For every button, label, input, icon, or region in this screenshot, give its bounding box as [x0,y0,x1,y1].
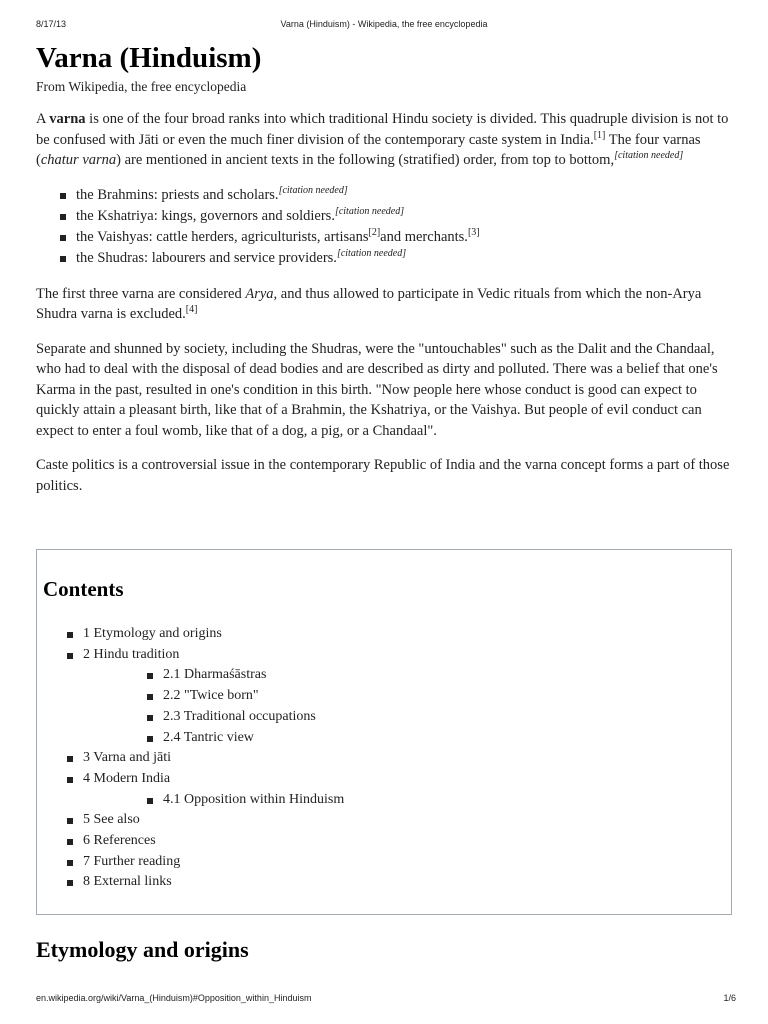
arya-paragraph: The first three varna are considered Arya, and thus allowed to participate in Vedic rituals from which the non-Arya Shudra varna is excluded.[4] [36,285,702,322]
citation-needed-link[interactable]: [citation needed] [614,150,684,162]
contents-heading: Contents [43,577,124,601]
toc-item-traditional-occupations[interactable]: 2.3 Traditional occupations [83,707,344,728]
citation-needed-link[interactable]: [citation needed] [278,184,348,196]
list-item: the Vaishyas: cattle herders, agriculturists, artisans[2]and merchants.[3] [36,227,734,248]
toc-item-twice-born[interactable]: 2.2 "Twice born" [83,686,344,707]
section-heading-etymology: Etymology and origins [36,937,249,962]
toc-item-see-also[interactable]: 5 See also [43,810,344,831]
page-title: Varna (Hinduism) [36,42,262,74]
toc-item-external-links[interactable]: 8 External links [43,872,344,893]
toc-list [43,624,344,893]
page-number: 1/6 [723,993,736,1003]
toc-item-opposition[interactable]: 4.1 Opposition within Hinduism [83,790,344,811]
citation-needed-link[interactable]: [citation needed] [336,247,407,259]
toc-item-tantric-view[interactable]: 2.4 Tantric view [83,728,344,749]
table-of-contents [36,549,732,915]
toc-item-references[interactable]: 6 References [43,831,344,852]
toc-item-dharmasastras[interactable]: 2.1 Dharmaśāstras [83,665,344,686]
term-varna: varna [49,111,86,127]
toc-item-further-reading[interactable]: 7 Further reading [43,852,344,873]
print-url: en.wikipedia.org/wiki/Varna_(Hinduism)#Opposition_within_Hinduism [36,993,312,1003]
list-item: the Shudras: labourers and service providers.[citation needed] [36,248,734,269]
site-subtitle: From Wikipedia, the free encyclopedia [36,79,247,94]
list-item: the Kshatriya: kings, governors and soldiers.[citation needed] [36,206,734,227]
intro-paragraph: A varna is one of the four broad ranks into which traditional Hindu society is divided. This quadruple division is not to be confused with Jāti or even the much finer division of the contemporary caste system in India.[1] The four varnas (chatur varna) are mentioned in ancient texts in the following (stratified) order, from top to bottom,[citation needed] [36,111,729,168]
untouchables-paragraph: Separate and shunned by society, including the Shudras, were the "untouchables" such as the Dalit and the Chandaal, who had to deal with the disposal of dead bodies and are described as dirty and polluted. There was a belief that one's Karma in the past, resulted in one's condition in this birth. "Now people here whose conduct is good can expect to quickly attain a pleasant birth, like that of a Brahmin, the Kshatriya, or the Vaishya. But people of evil conduct can expect to enter a foul womb, like that of a dog, a pig, or a Chandaal". [36,340,718,439]
citation-link[interactable]: [1] [593,129,606,141]
citation-link[interactable]: [2] [368,226,381,238]
list-item: the Brahmins: priests and scholars.[citation needed] [36,185,734,206]
politics-paragraph: Caste politics is a controversial issue in the contemporary Republic of India and the varna concept forms a part of those politics. [36,457,730,494]
citation-link[interactable]: [4] [185,304,198,316]
toc-item-hindu-tradition[interactable]: 2 Hindu tradition 2.1 Dharmaśāstras 2.2 "Twice born" 2.3 Traditional occupations 2.4 Tantric view [43,645,344,749]
toc-item-etymology[interactable]: 1 Etymology and origins [43,624,344,645]
toc-item-modern-india[interactable]: 4 Modern India 4.1 Opposition within Hinduism [43,769,344,810]
varna-list [36,185,734,269]
toc-item-varna-and-jati[interactable]: 3 Varna and jāti [43,748,344,769]
print-date: 8/17/13 [36,19,67,29]
citation-needed-link[interactable]: [citation needed] [334,205,405,217]
citation-link[interactable]: [3] [467,226,480,238]
article-content [36,40,734,496]
print-page-title: Varna (Hinduism) - Wikipedia, the free encyclopedia [280,19,488,29]
